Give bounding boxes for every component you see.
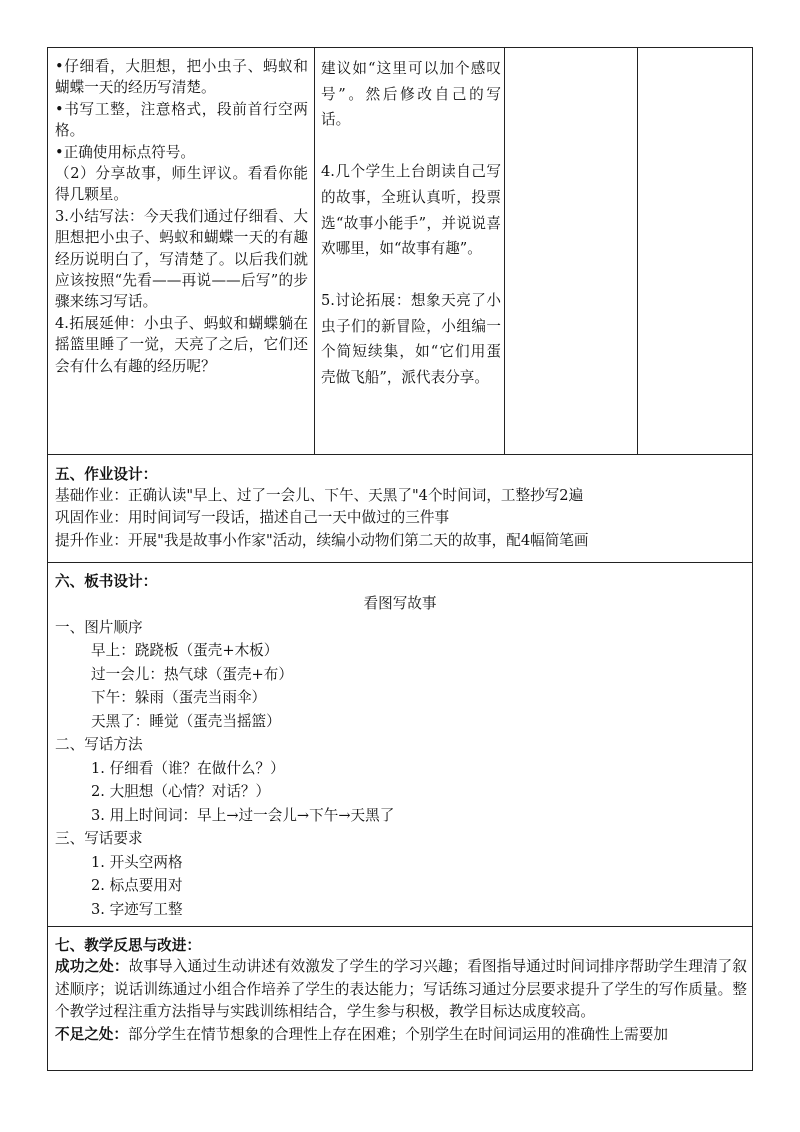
board-item: 2. 大胆想（心情？对话？）	[91, 783, 271, 800]
board-item: 3. 用上时间词：早上→过一会儿→下午→天黑了	[91, 806, 395, 824]
activity-line: 4.拓展延伸：小虫子、蚂蚁和蝴蝶躺在摇篮里睡了一觉，天亮了之后，它们还会有什么有趣的经历呢？	[55, 314, 308, 375]
board-item: 3. 字迹写工整	[91, 900, 183, 918]
homework-section	[55, 464, 745, 552]
board-item: 1. 仔细看（谁？在做什么？）	[91, 759, 285, 777]
homework-title: 五、作业设计：	[55, 466, 158, 483]
row-divider	[48, 926, 752, 927]
board-heading: 二、写话方法	[55, 736, 143, 753]
row-divider	[48, 562, 752, 563]
student-paragraph: 4.几个学生上台朗读自己写的故事，全班认真听，投票选“故事小能手”，并说说喜欢哪里，如“故事有趣”。	[321, 163, 501, 258]
activity-line: •正确使用标点符号。	[55, 143, 195, 161]
board-item: 过一会儿：热气球（蛋壳+布）	[91, 665, 293, 683]
column-divider	[314, 48, 315, 454]
student-paragraph: 5.讨论拓展：想象天亮了小虫子们的新冒险，小组编一个简短续集，如“它们用蛋壳做飞船”，派代表分享。	[321, 291, 501, 387]
board-item: 天黑了：睡觉（蛋壳当摇篮）	[91, 712, 281, 730]
board-item: 2. 标点要用对	[91, 877, 183, 894]
shortfall-text: 部分学生在情节想象的合理性上存在困难；个别学生在时间词运用的准确性上需要加	[127, 1025, 668, 1043]
board-heading: 一、图片顺序	[55, 618, 143, 636]
homework-line: 基础作业：正确认读"早上、过了一会儿、下午、天黑了"4个时间词，工整抄写2遍	[55, 487, 584, 504]
row-divider	[48, 454, 752, 455]
reflection-title: 七、教学反思与改进：	[55, 937, 201, 954]
activity-line: 3.小结写法：今天我们通过仔细看、大胆想把小虫子、蚂蚁和蝴蝶一天的有趣经历说明白了，写清楚了。以后我们就应该按照“先看——再说——后写”的步骤来练习写话。	[55, 207, 308, 311]
board-item: 早上：跷跷板（蛋壳+木板）	[91, 642, 279, 659]
column-divider	[504, 48, 505, 454]
student-paragraph: 建议如“这里可以加个感叹号”。然后修改自己的写话。	[321, 60, 501, 129]
shortfall-paragraph	[55, 1024, 747, 1047]
student-activity-cell	[321, 56, 501, 391]
board-heading: 三、写话要求	[55, 830, 143, 847]
homework-line: 提升作业：开展"我是故事小作家"活动，续编小动物们第二天的故事，配4幅简笔画	[55, 531, 589, 549]
success-text: 故事导入通过生动讲述有效激发了学生的学习兴趣；看图指导通过时间词排序帮助学生理清了叙述顺序；说话训练通过小组合作培养了学生的表达能力；写话练习通过分层要求提升了学生的写作质量。整个教学过程注重方法指导与实践训练相结合，学生参与积极，教学目标达成度较高。	[55, 958, 747, 1021]
lesson-plan-table	[47, 47, 753, 1071]
reflection-section	[55, 935, 747, 1046]
board-title: 六、板书设计：	[55, 573, 158, 590]
board-center-title: 看图写故事	[363, 595, 437, 612]
activity-line: •书写工整，注意格式，段前首行空两格。	[55, 100, 308, 140]
board-design-section	[55, 571, 745, 921]
activity-line: •仔细看，大胆想，把小虫子、蚂蚁和蝴蝶一天的经历写清楚。	[55, 58, 308, 97]
board-item: 下午：躲雨（蛋壳当雨伞）	[91, 689, 267, 706]
teacher-activity-cell	[55, 56, 308, 377]
success-paragraph	[55, 956, 747, 1024]
homework-line: 巩固作业：用时间词写一段话，描述自己一天中做过的三件事	[55, 509, 450, 527]
shortfall-label: 不足之处：	[55, 1025, 128, 1043]
board-item: 1. 开头空两格	[91, 853, 183, 871]
activity-line: （2）分享故事，师生评议。看看你能得几颗星。	[55, 165, 308, 204]
success-label: 成功之处：	[55, 958, 129, 975]
column-divider	[637, 48, 638, 454]
